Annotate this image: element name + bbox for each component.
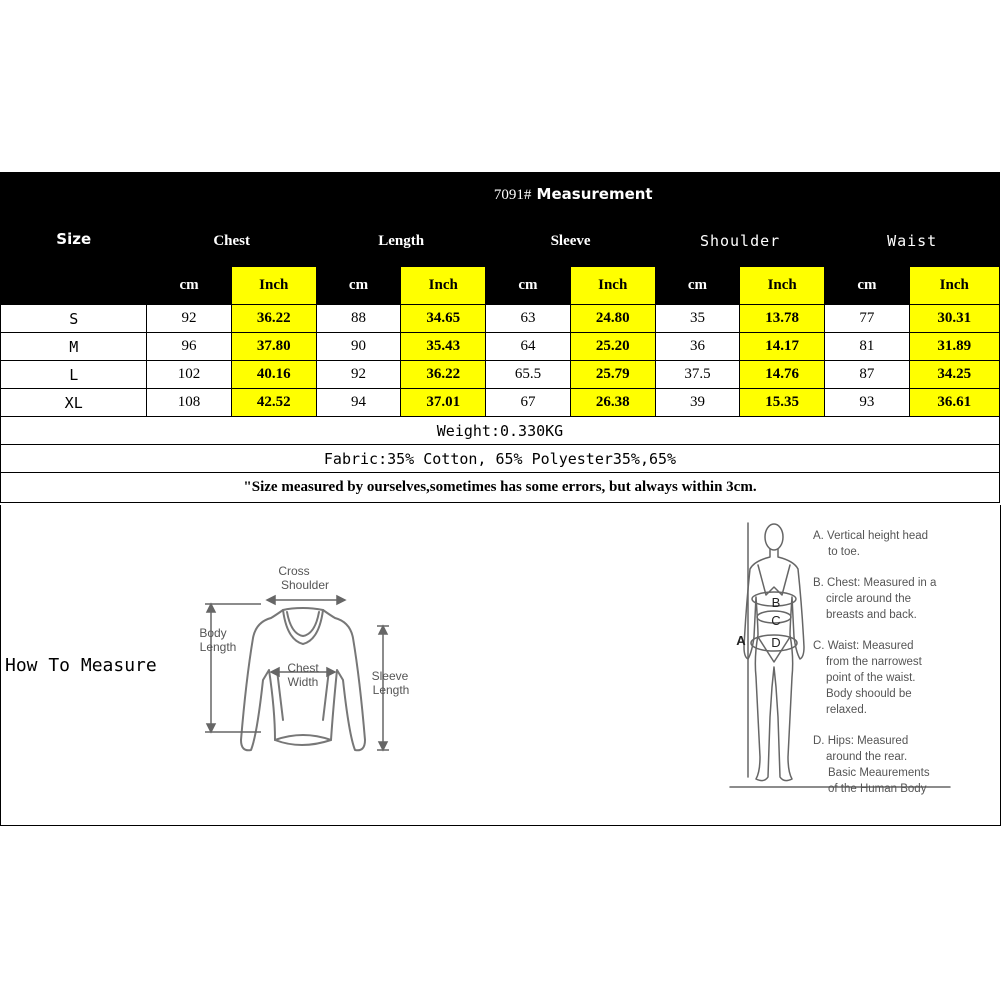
value-cm: 63	[486, 305, 570, 333]
unit-cm-3: cm	[655, 267, 739, 305]
value-cm: 36	[655, 333, 739, 361]
col-waist: Waist	[825, 216, 1000, 267]
table-row	[1, 389, 1000, 417]
size-label: S	[1, 305, 147, 333]
unit-row	[1, 267, 1000, 305]
value-inch: 34.25	[909, 361, 999, 389]
body-length-label-1: Body	[199, 626, 227, 640]
value-inch: 14.17	[740, 333, 825, 361]
marker-b: B	[771, 595, 781, 610]
value-cm: 102	[147, 361, 231, 389]
value-inch: 34.65	[401, 305, 486, 333]
title-number: 7091#	[493, 186, 532, 203]
value-inch: 37.01	[401, 389, 486, 417]
value-cm: 35	[655, 305, 739, 333]
note-b-1: B. Chest: Measured in a	[813, 577, 937, 589]
marker-d: D	[771, 635, 781, 650]
note-a-2: to toe.	[828, 546, 860, 558]
table-title	[147, 173, 1000, 216]
value-cm: 90	[316, 333, 400, 361]
fabric-line: Fabric:35% Cotton, 65% Polyester35%,65%	[1, 445, 1000, 473]
note-b-3: breasts and back.	[826, 609, 917, 621]
unit-cm-0: cm	[147, 267, 231, 305]
note-c-5: relaxed.	[826, 704, 867, 716]
value-cm: 65.5	[486, 361, 570, 389]
value-inch: 30.31	[909, 305, 999, 333]
size-chart	[0, 172, 1000, 503]
size-label: L	[1, 361, 147, 389]
note-d-4: of the Human Body	[828, 783, 927, 795]
body-length-label-2: Length	[199, 640, 237, 654]
col-shoulder: Shoulder	[655, 216, 824, 267]
size-note: "Size measured by ourselves,sometimes has some errors, but always within 3cm.	[1, 473, 1000, 503]
value-inch: 26.38	[570, 389, 655, 417]
value-cm: 39	[655, 389, 739, 417]
value-inch: 35.43	[401, 333, 486, 361]
unit-cm-4: cm	[825, 267, 909, 305]
value-cm: 92	[316, 361, 400, 389]
sleeve-length-label-2: Length	[372, 683, 410, 697]
value-inch: 25.20	[570, 333, 655, 361]
note-b-2: circle around the	[826, 593, 912, 605]
value-inch: 24.80	[570, 305, 655, 333]
value-cm: 81	[825, 333, 909, 361]
unit-inch-0: Inch	[231, 267, 316, 305]
value-cm: 87	[825, 361, 909, 389]
note-d-3: Basic Meaurements	[828, 767, 930, 779]
cross-shoulder-label-1: Cross	[278, 564, 310, 578]
value-cm: 64	[486, 333, 570, 361]
marker-c: C	[771, 613, 781, 628]
how-to-measure-label: How To Measure	[5, 655, 157, 676]
size-label: XL	[1, 389, 147, 417]
sleeve-length-label-1: Sleeve	[371, 669, 409, 683]
unit-inch-2: Inch	[570, 267, 655, 305]
marker-a: A	[736, 633, 746, 648]
unit-cm-2: cm	[486, 267, 570, 305]
size-rows	[1, 305, 1000, 417]
title-text: Measurement	[536, 184, 653, 203]
unit-inch-4: Inch	[909, 267, 999, 305]
cross-shoulder-label-2: Shoulder	[280, 578, 330, 592]
weight-line: Weight:0.330KG	[1, 417, 1000, 445]
note-c-3: point of the waist.	[826, 672, 916, 684]
unit-inch-3: Inch	[740, 267, 825, 305]
sweater-measure-diagram	[191, 560, 421, 770]
table-row	[1, 333, 1000, 361]
value-inch: 37.80	[231, 333, 316, 361]
value-inch: 14.76	[740, 361, 825, 389]
value-cm: 96	[147, 333, 231, 361]
size-table	[0, 172, 1000, 503]
value-cm: 37.5	[655, 361, 739, 389]
how-to-measure-section	[0, 505, 1001, 826]
col-length: Length	[316, 216, 485, 267]
value-cm: 88	[316, 305, 400, 333]
value-inch: 31.89	[909, 333, 999, 361]
value-cm: 67	[486, 389, 570, 417]
size-header: Size	[1, 173, 147, 305]
chest-width-label-2: Width	[287, 675, 319, 689]
value-cm: 93	[825, 389, 909, 417]
value-inch: 15.35	[740, 389, 825, 417]
unit-cm-1: cm	[316, 267, 400, 305]
body-measure-diagram	[726, 517, 956, 809]
value-inch: 36.22	[401, 361, 486, 389]
value-inch: 25.79	[570, 361, 655, 389]
value-inch: 36.22	[231, 305, 316, 333]
note-a-1: A. Vertical height head	[813, 530, 929, 542]
note-d-1: D. Hips: Measured	[813, 735, 909, 747]
value-inch: 36.61	[909, 389, 999, 417]
unit-inch-1: Inch	[401, 267, 486, 305]
table-row	[1, 305, 1000, 333]
table-row	[1, 361, 1000, 389]
value-cm: 77	[825, 305, 909, 333]
note-c-1: C. Waist: Measured	[813, 640, 914, 652]
chest-width-label-1: Chest	[287, 661, 319, 675]
note-d-2: around the rear.	[826, 751, 908, 763]
value-inch: 40.16	[231, 361, 316, 389]
col-chest: Chest	[147, 216, 316, 267]
value-inch: 42.52	[231, 389, 316, 417]
value-cm: 108	[147, 389, 231, 417]
note-c-2: from the narrowest	[826, 656, 922, 668]
size-label: M	[1, 333, 147, 361]
note-c-4: Body shoould be	[826, 688, 912, 700]
value-inch: 13.78	[740, 305, 825, 333]
value-cm: 92	[147, 305, 231, 333]
value-cm: 94	[316, 389, 400, 417]
col-sleeve: Sleeve	[486, 216, 655, 267]
